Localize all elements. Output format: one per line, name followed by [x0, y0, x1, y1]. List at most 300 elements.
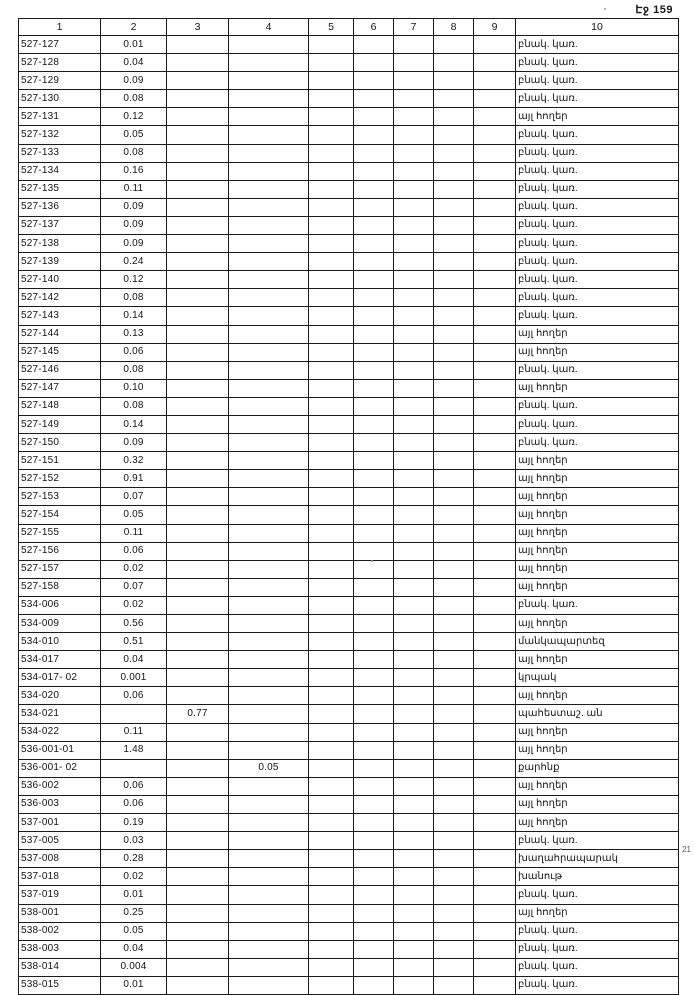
- cell-col9: [474, 180, 516, 198]
- cell-col8: [434, 940, 474, 958]
- cell-col8: [434, 415, 474, 433]
- cell-designation: բնակ. կառ.: [516, 180, 679, 198]
- cell-col9: [474, 687, 516, 705]
- cell-parcel-code: 538-014: [19, 958, 101, 976]
- cell-area-col4: [229, 832, 309, 850]
- cell-col9: [474, 524, 516, 542]
- cell-parcel-code: 527-139: [19, 253, 101, 271]
- table-row: [19, 126, 679, 144]
- cell-col8: [434, 687, 474, 705]
- cell-col9: [474, 108, 516, 126]
- cell-designation: այլ հողեր: [516, 687, 679, 705]
- cell-designation: այլ հողեր: [516, 560, 679, 578]
- page-number-label: Էջ 159: [635, 4, 673, 16]
- cell-area-col3: [167, 307, 229, 325]
- cell-col6: [354, 361, 394, 379]
- cell-designation: բնակ. կառ.: [516, 253, 679, 271]
- cell-area-col4: [229, 795, 309, 813]
- cell-col5: [309, 379, 354, 397]
- table-row: [19, 452, 679, 470]
- table-row: [19, 36, 679, 54]
- cell-col5: [309, 705, 354, 723]
- cell-col9: [474, 940, 516, 958]
- cell-area-col2: 0.11: [101, 524, 167, 542]
- cell-col9: [474, 777, 516, 795]
- cell-area-col2: [101, 705, 167, 723]
- cell-designation: այլ հողեր: [516, 379, 679, 397]
- cell-col9: [474, 470, 516, 488]
- cell-designation: բնակ. կառ.: [516, 307, 679, 325]
- cell-area-col3: [167, 108, 229, 126]
- cell-col7: [394, 488, 434, 506]
- table-header-row: [19, 19, 679, 36]
- cell-col6: [354, 850, 394, 868]
- table-row: [19, 596, 679, 614]
- cell-col7: [394, 289, 434, 307]
- cell-parcel-code: 527-151: [19, 452, 101, 470]
- cell-col5: [309, 198, 354, 216]
- cell-col8: [434, 452, 474, 470]
- cell-area-col4: [229, 741, 309, 759]
- cell-col8: [434, 777, 474, 795]
- cell-col7: [394, 180, 434, 198]
- cell-area-col2: 0.16: [101, 162, 167, 180]
- cell-area-col2: 0.05: [101, 506, 167, 524]
- cell-parcel-code: 527-137: [19, 216, 101, 234]
- cell-parcel-code: 527-129: [19, 72, 101, 90]
- cell-col5: [309, 759, 354, 777]
- cell-col7: [394, 651, 434, 669]
- cell-col6: [354, 759, 394, 777]
- cell-col6: [354, 904, 394, 922]
- cell-area-col4: [229, 452, 309, 470]
- cell-col9: [474, 452, 516, 470]
- cell-col5: [309, 162, 354, 180]
- cell-designation: այլ հողեր: [516, 741, 679, 759]
- cell-area-col2: 0.01: [101, 976, 167, 994]
- cell-col8: [434, 289, 474, 307]
- cell-area-col4: [229, 271, 309, 289]
- table-row: [19, 524, 679, 542]
- cell-col5: [309, 886, 354, 904]
- cell-area-col2: 0.25: [101, 904, 167, 922]
- cell-area-col2: 0.08: [101, 397, 167, 415]
- cell-col9: [474, 705, 516, 723]
- cell-area-col4: [229, 976, 309, 994]
- cell-col9: [474, 868, 516, 886]
- table-row: [19, 325, 679, 343]
- cell-area-col4: [229, 54, 309, 72]
- cell-col9: [474, 669, 516, 687]
- cell-parcel-code: 527-148: [19, 397, 101, 415]
- cell-area-col3: [167, 904, 229, 922]
- cell-area-col3: [167, 868, 229, 886]
- cell-col5: [309, 940, 354, 958]
- cell-designation: բնակ. կառ.: [516, 36, 679, 54]
- table-row: [19, 741, 679, 759]
- cell-col6: [354, 54, 394, 72]
- cell-designation: բնակ. կառ.: [516, 361, 679, 379]
- cell-col7: [394, 343, 434, 361]
- cell-col5: [309, 235, 354, 253]
- cell-col9: [474, 271, 516, 289]
- cell-col6: [354, 162, 394, 180]
- cell-area-col4: [229, 886, 309, 904]
- cell-col6: [354, 235, 394, 253]
- cell-col8: [434, 253, 474, 271]
- cell-designation: խանութ: [516, 868, 679, 886]
- cell-area-col4: [229, 434, 309, 452]
- cell-col8: [434, 705, 474, 723]
- cell-area-col2: 0.24: [101, 253, 167, 271]
- table-row: [19, 216, 679, 234]
- cell-col7: [394, 850, 434, 868]
- cell-col7: [394, 506, 434, 524]
- cell-designation: այլ հողեր: [516, 506, 679, 524]
- cell-col6: [354, 669, 394, 687]
- cell-area-col4: [229, 90, 309, 108]
- cell-area-col3: [167, 90, 229, 108]
- cell-col7: [394, 669, 434, 687]
- table-row: [19, 886, 679, 904]
- cell-col5: [309, 723, 354, 741]
- cell-area-col4: [229, 361, 309, 379]
- cell-col8: [434, 506, 474, 524]
- cell-designation: բնակ. կառ.: [516, 198, 679, 216]
- cell-area-col2: 0.12: [101, 108, 167, 126]
- cell-col7: [394, 705, 434, 723]
- cell-area-col3: [167, 343, 229, 361]
- table-row: [19, 198, 679, 216]
- cell-col9: [474, 958, 516, 976]
- cell-area-col3: [167, 470, 229, 488]
- cell-col5: [309, 633, 354, 651]
- cell-col5: [309, 90, 354, 108]
- table-body: [19, 36, 679, 995]
- cell-area-col3: [167, 542, 229, 560]
- cell-col5: [309, 904, 354, 922]
- cell-parcel-code: 534-010: [19, 633, 101, 651]
- cell-col9: [474, 253, 516, 271]
- cell-col8: [434, 886, 474, 904]
- cell-col7: [394, 144, 434, 162]
- cell-col9: [474, 850, 516, 868]
- cell-area-col4: [229, 72, 309, 90]
- table-row: [19, 90, 679, 108]
- cell-col6: [354, 868, 394, 886]
- cell-area-col2: 0.03: [101, 832, 167, 850]
- cell-col5: [309, 814, 354, 832]
- cell-col5: [309, 434, 354, 452]
- cell-parcel-code: 527-158: [19, 578, 101, 596]
- cell-col9: [474, 723, 516, 741]
- cell-parcel-code: 538-003: [19, 940, 101, 958]
- cell-col7: [394, 216, 434, 234]
- cell-parcel-code: 527-146: [19, 361, 101, 379]
- cell-col8: [434, 216, 474, 234]
- cell-area-col4: [229, 108, 309, 126]
- cell-col8: [434, 379, 474, 397]
- cell-col9: [474, 216, 516, 234]
- cell-designation: բնակ. կառ.: [516, 271, 679, 289]
- cell-parcel-code: 527-154: [19, 506, 101, 524]
- cell-parcel-code: 537-019: [19, 886, 101, 904]
- cell-col8: [434, 126, 474, 144]
- cell-area-col3: [167, 958, 229, 976]
- cell-area-col4: [229, 687, 309, 705]
- cell-col9: [474, 144, 516, 162]
- cell-col8: [434, 651, 474, 669]
- cell-parcel-code: 527-132: [19, 126, 101, 144]
- cell-area-col2: 0.08: [101, 144, 167, 162]
- cell-col7: [394, 253, 434, 271]
- table-row: [19, 343, 679, 361]
- cell-parcel-code: 537-018: [19, 868, 101, 886]
- cell-col5: [309, 452, 354, 470]
- cell-col6: [354, 506, 394, 524]
- scan-speck: [371, 560, 373, 562]
- cell-area-col3: [167, 271, 229, 289]
- cell-col5: [309, 506, 354, 524]
- cell-col5: [309, 72, 354, 90]
- cell-parcel-code: 537-008: [19, 850, 101, 868]
- cell-parcel-code: 527-136: [19, 198, 101, 216]
- cell-col9: [474, 488, 516, 506]
- cell-area-col4: [229, 542, 309, 560]
- cell-col9: [474, 741, 516, 759]
- cell-col9: [474, 922, 516, 940]
- cell-area-col4: [229, 162, 309, 180]
- cell-col7: [394, 90, 434, 108]
- cell-col9: [474, 235, 516, 253]
- column-header-6: 6: [354, 19, 394, 36]
- cell-area-col4: [229, 524, 309, 542]
- cell-col6: [354, 940, 394, 958]
- cell-col9: [474, 90, 516, 108]
- scan-speck: [604, 8, 606, 10]
- cell-col5: [309, 415, 354, 433]
- cell-area-col4: [229, 126, 309, 144]
- cell-parcel-code: 527-143: [19, 307, 101, 325]
- table-row: [19, 795, 679, 813]
- cell-col8: [434, 850, 474, 868]
- cell-area-col2: 0.01: [101, 886, 167, 904]
- cell-col6: [354, 633, 394, 651]
- cell-area-col4: [229, 415, 309, 433]
- column-header-7: 7: [394, 19, 434, 36]
- cell-col8: [434, 542, 474, 560]
- cell-area-col2: 0.09: [101, 72, 167, 90]
- cell-area-col2: 0.06: [101, 777, 167, 795]
- cell-col9: [474, 759, 516, 777]
- cell-col6: [354, 379, 394, 397]
- cell-col5: [309, 36, 354, 54]
- cell-area-col2: 0.07: [101, 578, 167, 596]
- cell-area-col3: [167, 415, 229, 433]
- cell-col9: [474, 832, 516, 850]
- cell-designation: բնակ. կառ.: [516, 596, 679, 614]
- cell-parcel-code: 527-135: [19, 180, 101, 198]
- cell-designation: բնակ. կառ.: [516, 144, 679, 162]
- cell-area-col2: 0.19: [101, 814, 167, 832]
- cell-area-col3: [167, 397, 229, 415]
- cell-designation: այլ հողեր: [516, 777, 679, 795]
- cell-col5: [309, 470, 354, 488]
- cell-col8: [434, 868, 474, 886]
- cell-designation: պահեստաշ. ան: [516, 705, 679, 723]
- table-row: [19, 958, 679, 976]
- cell-area-col4: [229, 958, 309, 976]
- table-row: [19, 633, 679, 651]
- cell-col6: [354, 72, 394, 90]
- cell-area-col3: [167, 235, 229, 253]
- cell-col6: [354, 216, 394, 234]
- cell-parcel-code: 527-128: [19, 54, 101, 72]
- cell-designation: բնակ. կառ.: [516, 126, 679, 144]
- cell-col8: [434, 397, 474, 415]
- cell-parcel-code: 534-022: [19, 723, 101, 741]
- cell-col7: [394, 868, 434, 886]
- cell-col5: [309, 958, 354, 976]
- cell-parcel-code: 538-002: [19, 922, 101, 940]
- cell-col8: [434, 235, 474, 253]
- cell-area-col3: [167, 325, 229, 343]
- cell-col6: [354, 542, 394, 560]
- cell-col8: [434, 470, 474, 488]
- table-row: [19, 578, 679, 596]
- cell-col9: [474, 886, 516, 904]
- cell-col5: [309, 343, 354, 361]
- cell-designation: բնակ. կառ.: [516, 162, 679, 180]
- cell-area-col4: [229, 615, 309, 633]
- cell-area-col4: [229, 198, 309, 216]
- cell-parcel-code: 536-001- 02: [19, 759, 101, 777]
- cell-col8: [434, 361, 474, 379]
- cell-parcel-code: 534-020: [19, 687, 101, 705]
- table-row: [19, 253, 679, 271]
- cell-col5: [309, 596, 354, 614]
- cell-area-col4: [229, 596, 309, 614]
- cell-col8: [434, 307, 474, 325]
- cell-col8: [434, 615, 474, 633]
- cell-col5: [309, 289, 354, 307]
- cell-area-col2: 0.02: [101, 596, 167, 614]
- cell-area-col3: [167, 814, 229, 832]
- cell-area-col3: [167, 777, 229, 795]
- cell-designation: այլ հողեր: [516, 723, 679, 741]
- cell-col6: [354, 343, 394, 361]
- cell-parcel-code: 527-149: [19, 415, 101, 433]
- cell-area-col2: 0.004: [101, 958, 167, 976]
- cell-col8: [434, 814, 474, 832]
- cell-designation: մանկապարտեզ: [516, 633, 679, 651]
- cell-col7: [394, 976, 434, 994]
- cell-col8: [434, 434, 474, 452]
- cell-area-col2: 0.06: [101, 542, 167, 560]
- column-header-3: 3: [167, 19, 229, 36]
- cell-col6: [354, 36, 394, 54]
- cell-parcel-code: 536-002: [19, 777, 101, 795]
- cell-area-col4: [229, 814, 309, 832]
- cell-col8: [434, 669, 474, 687]
- cell-col6: [354, 108, 394, 126]
- cell-area-col2: 0.14: [101, 307, 167, 325]
- cell-col6: [354, 90, 394, 108]
- cell-col5: [309, 741, 354, 759]
- cell-parcel-code: 527-147: [19, 379, 101, 397]
- cell-area-col4: 0.05: [229, 759, 309, 777]
- cell-designation: բնակ. կառ.: [516, 397, 679, 415]
- cell-col7: [394, 307, 434, 325]
- cell-area-col3: [167, 452, 229, 470]
- cell-col8: [434, 596, 474, 614]
- cell-col8: [434, 633, 474, 651]
- cell-designation: այլ հողեր: [516, 904, 679, 922]
- column-header-8: 8: [434, 19, 474, 36]
- cell-col7: [394, 633, 434, 651]
- cell-area-col3: [167, 434, 229, 452]
- cell-area-col3: [167, 832, 229, 850]
- cell-col7: [394, 361, 434, 379]
- cell-area-col2: 0.28: [101, 850, 167, 868]
- cell-area-col3: [167, 36, 229, 54]
- cell-parcel-code: 527-156: [19, 542, 101, 560]
- cell-designation: բնակ. կառ.: [516, 922, 679, 940]
- cell-col7: [394, 723, 434, 741]
- cell-parcel-code: 538-001: [19, 904, 101, 922]
- cell-col7: [394, 198, 434, 216]
- cell-designation: բնակ. կառ.: [516, 216, 679, 234]
- cell-designation: այլ հողեր: [516, 470, 679, 488]
- cell-area-col4: [229, 216, 309, 234]
- table-row: [19, 904, 679, 922]
- cell-col7: [394, 777, 434, 795]
- cell-area-col3: [167, 687, 229, 705]
- table-row: [19, 307, 679, 325]
- cell-col5: [309, 687, 354, 705]
- cell-designation: քարհնք: [516, 759, 679, 777]
- cell-col7: [394, 72, 434, 90]
- cell-area-col2: 0.04: [101, 940, 167, 958]
- cell-col7: [394, 596, 434, 614]
- cell-col5: [309, 777, 354, 795]
- table-row: [19, 705, 679, 723]
- cell-col9: [474, 36, 516, 54]
- cell-parcel-code: 527-157: [19, 560, 101, 578]
- cell-parcel-code: 527-145: [19, 343, 101, 361]
- cell-designation: այլ հողեր: [516, 452, 679, 470]
- cell-area-col2: 0.11: [101, 180, 167, 198]
- cell-parcel-code: 527-144: [19, 325, 101, 343]
- cell-designation: բնակ. կառ.: [516, 90, 679, 108]
- cell-designation: այլ հողեր: [516, 524, 679, 542]
- cell-col9: [474, 633, 516, 651]
- cell-designation: այլ հողեր: [516, 542, 679, 560]
- cell-col6: [354, 144, 394, 162]
- cell-area-col4: [229, 144, 309, 162]
- cell-col5: [309, 850, 354, 868]
- cell-col7: [394, 904, 434, 922]
- cell-designation: կրպակ: [516, 669, 679, 687]
- cell-col5: [309, 578, 354, 596]
- cell-area-col2: 0.06: [101, 343, 167, 361]
- cell-col9: [474, 397, 516, 415]
- cell-col8: [434, 198, 474, 216]
- cell-col9: [474, 162, 516, 180]
- cell-area-col3: [167, 126, 229, 144]
- column-header-10: 10: [516, 19, 679, 36]
- cell-designation: բնակ. կառ.: [516, 832, 679, 850]
